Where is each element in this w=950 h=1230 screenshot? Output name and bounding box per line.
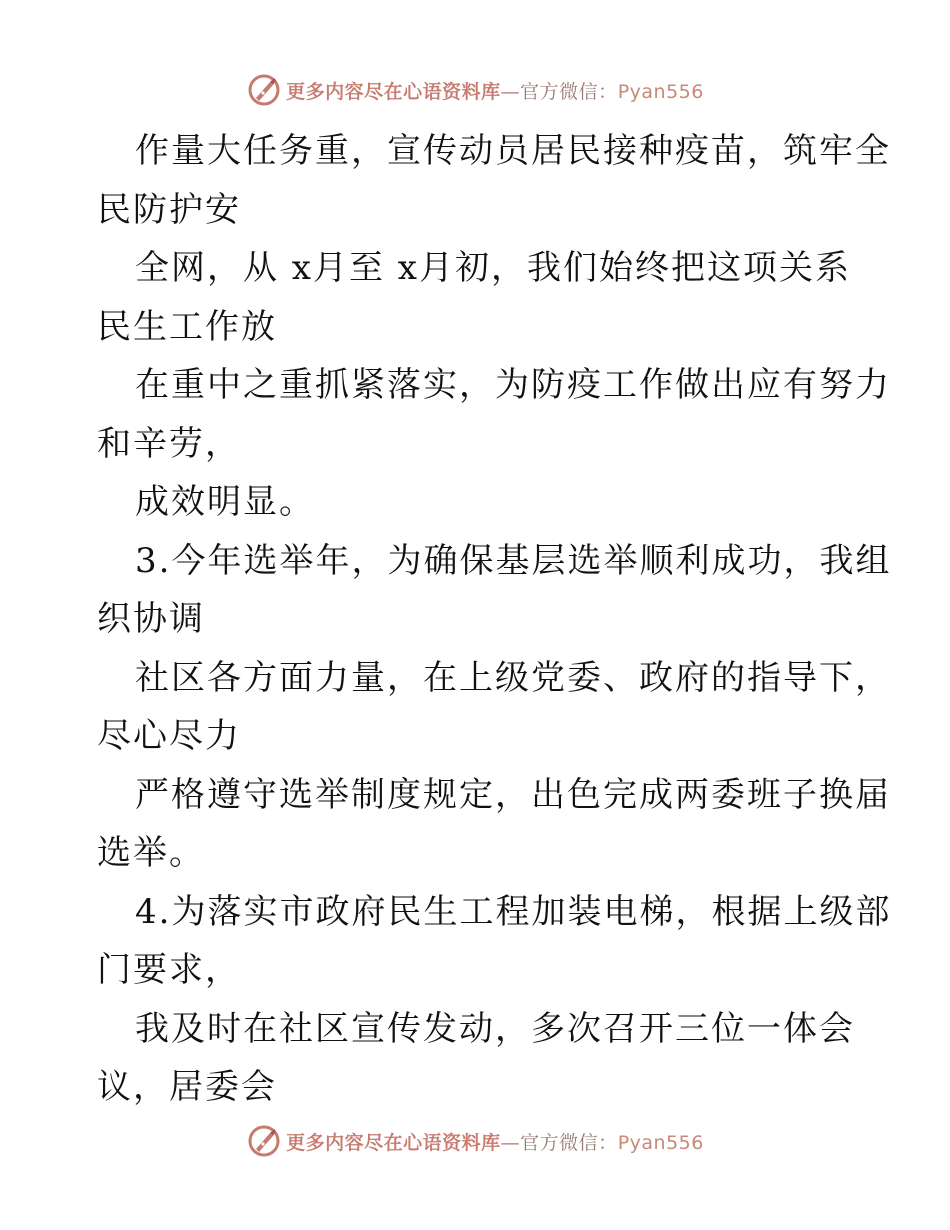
paragraph-line: 民防护安 xyxy=(97,189,241,230)
paragraph-line: 作量大任务重，宣传动员居民接种疫苗，筑牢全 xyxy=(135,131,891,171)
paragraph-line: 民生工作放 xyxy=(97,306,277,347)
footer-watermark xyxy=(0,1121,950,1161)
paragraph-line: 社区各方面力量，在上级党委、政府的指导下， xyxy=(135,657,891,698)
paragraph-line: 我及时在社区宣传发动，多次召开三位一体会 xyxy=(135,1008,855,1049)
watermark-text: 更多内容尽在心语资料库—官方微信：Pyan556 xyxy=(286,1131,704,1154)
paragraph-line: 3.今年选举年，为确保基层选举顺利成功，我组 xyxy=(135,540,892,581)
paragraph-line: 严格遵守选举制度规定，出色完成两委班子换届 xyxy=(135,774,891,815)
paragraph-line: 尽心尽力 xyxy=(97,716,241,756)
paragraph-line: 织协调 xyxy=(97,599,205,639)
fountain-pen-seal-icon xyxy=(246,1123,282,1159)
fountain-pen-seal-icon xyxy=(246,72,282,108)
paragraph-line: 议，居委会 xyxy=(97,1067,277,1107)
paragraph-line: 全网，从 x月至 x月初，我们始终把这项关系 xyxy=(135,248,851,288)
document-body xyxy=(97,122,892,1117)
paragraph-line: 门要求， xyxy=(97,950,241,990)
watermark-text: 更多内容尽在心语资料库—官方微信：Pyan556 xyxy=(286,80,704,103)
paragraph-line: 和辛劳， xyxy=(97,423,241,464)
header-watermark xyxy=(0,70,950,110)
paragraph-line: 成效明显。 xyxy=(135,482,315,522)
paragraph-line: 4.为落实市政府民生工程加装电梯，根据上级部 xyxy=(135,891,892,932)
paragraph-line: 选举。 xyxy=(97,833,205,873)
paragraph-line: 在重中之重抓紧落实，为防疫工作做出应有努力 xyxy=(135,365,891,405)
